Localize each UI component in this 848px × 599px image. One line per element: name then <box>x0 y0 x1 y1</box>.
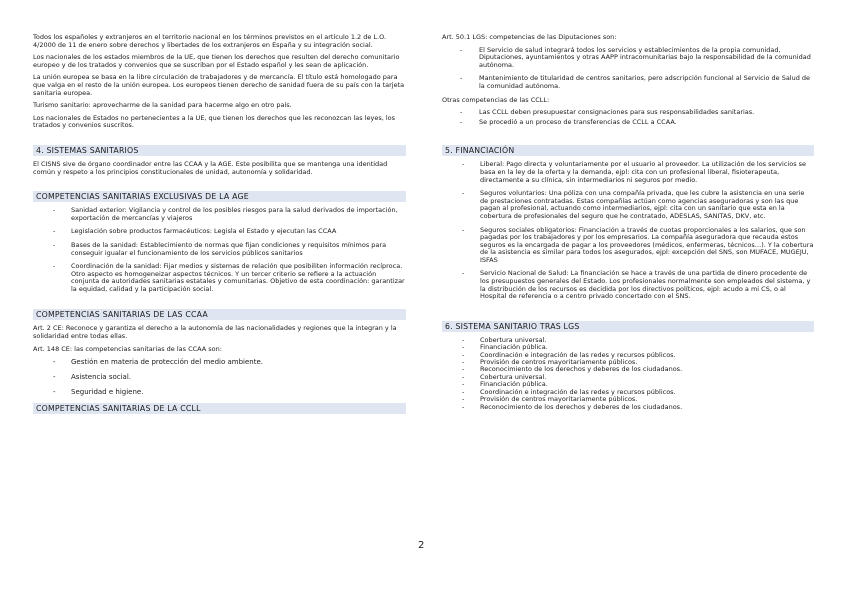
list-item: - Coordinación e integración de las redes y recursos públicos. <box>442 352 814 359</box>
list-item: - Reconocimiento de los derechos y deberes de los ciudadanos. <box>442 366 814 373</box>
list-item: - Las CCLL deben presupuestar consignaciones para sus responsabilidades sanitarias. <box>442 109 814 117</box>
list-item: - Bases de la sanidad: Establecimiento de normas que fijan condiciones y requisitos mínimos para conseguir igualar el funcionamiento de los servicios públicos sanitarios <box>33 242 406 257</box>
left-column <box>33 34 406 419</box>
right-column <box>442 34 814 416</box>
exclusive-list <box>33 207 406 293</box>
paragraph: Los nacionales de Estados no pertenecientes a la UE, que tienen los derechos que les reconozcan las leyes, los tratados y convenios suscritos. <box>33 113 396 130</box>
list-item: - Servicio Nacional de Salud: La financiación se hace a través de una partida de dinero procedente de los presupuestos generales del Estado. Los profesionales normalmente son empleados del sistema, y la distribución de los recursos es decidida por los directivos políticos, ejpl: acudo a mi CS, o al Hospital de referencia o a centro privado concertado con el SNS. <box>442 270 814 300</box>
list-item: - Asistencia social. <box>33 373 406 382</box>
paragraph: Todos los españoles y extranjeros en el territorio nacional en los términos previstos en el artículo 1.2 de L.O. 4/2000 de 11 de enero sobre derechos y libertades de los extranjeros en España y su integración social. <box>33 33 387 49</box>
paragraph: Los nacionales de los estados miembros de la UE, que tienen los derechos que resulten del derecho comunitario europeo y de los tratados y convenios que se suscriban por el Estado español y les sean de aplicación. <box>33 53 400 69</box>
diputaciones-list <box>442 47 814 91</box>
list-item: - Seguros sociales obligatorios: Financiación a través de cuotas proporcionales a los salarios, que son pagadas por los trabajadores y por los empresarios. La compañía aseguradora que recauda estos seguros es la encargada de pagar a los proveedores (médicos, enfermeras, técnicos…). Y la cobertura de la asistencia es similar para todos los asegurados, ejpl: excepción del SNS, son MUFACE, MUGEJU, ISFAS <box>442 227 814 265</box>
list-item: - Provisión de centros mayoritariamente públicos. <box>442 359 814 366</box>
list-item: - El Servicio de salud integrará todos los servicios y establecimientos de la propia comunidad, Diputaciones, ayuntamientos y otras AAPP intracomunitarias bajo la responsabilidad de la comunidad autónoma. <box>442 47 814 70</box>
list-item: - Sanidad exterior: Vigilancia y control de los posibles riesgos para la salud derivados de importación, exportación de mercancías y viajeros <box>33 207 406 222</box>
section-heading-ccaa: COMPETENCIAS SANITARIAS DE LAS CCAA <box>33 309 406 320</box>
paragraph: Art. 50.1 LGS: competencias de las Diputaciones son: <box>442 33 617 41</box>
financiacion-list <box>442 161 814 301</box>
paragraph: Otras competencias de las CCLL: <box>442 95 550 104</box>
list-item: - Liberal: Pago directa y voluntariamente por el usuario al proveedor. La utilización de los servicios se basa en la ley de la oferta y la demanda, ejpl: cita con un profesional liberal, fisioterapeuta, directamente a su clínica, sin intermediarios ni seguros por medio. <box>442 161 814 184</box>
lgs-list <box>442 337 814 411</box>
list-item: - Gestión en materia de protección del medio ambiente. <box>33 358 406 367</box>
section-heading-sistemas: 4. SISTEMAS SANITARIOS <box>33 145 406 156</box>
page-number: 2 <box>418 540 425 551</box>
list-item: - Coordinación e integración de las redes y recursos públicos. <box>442 389 814 396</box>
list-item: - Mantenimiento de titularidad de centros sanitarios, pero adscripción funcional al Servicio de Salud de la comunidad autónoma. <box>442 75 814 90</box>
section-heading-exclusivas: COMPETENCIAS SANITARIAS EXCLUSIVAS DE LA AGE <box>33 191 406 202</box>
paragraph: La unión europea se basa en la libre circulación de trabajadores y de mercancía. El título está homologado para que valga en el resto de la unión europea. Los europeos tienen derecho de sanidad fuera de su país con la tarjeta sanitaria europea. <box>33 73 405 97</box>
section-heading-lgs: 6. SISTEMA SANITARIO TRAS LGS <box>442 321 814 332</box>
ccll-list <box>442 109 814 126</box>
paragraph: Turismo sanitario: aprovecharme de la sanidad para hacerme algo en otro país. <box>33 101 292 110</box>
list-item: - Provisión de centros mayoritariamente públicos. <box>442 396 814 403</box>
list-item: - Legislación sobre productos farmacéuticos: Legisla el Estado y ejecutan las CCAA <box>33 228 406 236</box>
list-item: - Se procedió a un proceso de transferencias de CCLL a CCAA. <box>442 119 814 127</box>
paragraph: Art. 148 CE: las competencias sanitarias de las CCAA son: <box>33 344 222 353</box>
list-item: - Seguros voluntarios: Una póliza con una compañía privada, que les cubre la asistencia en una serie de prestaciones contratadas. Estas compañías actúan como agencias aseguradoras y son las que pagan al profesional, actuando como intermediarios, ejpl: cita con un sanitario que esta en la cobertura de profesionales del seguro que he contratado, ADESLAS, SANITAS, DKV, etc. <box>442 190 814 220</box>
list-item: - Seguridad e higiene. <box>33 388 406 397</box>
list-item: - Reconocimiento de los derechos y deberes de los ciudadanos. <box>442 404 814 411</box>
list-item: - Coordinación de la sanidad: Fijar medios y sistemas de relación que posibiliten información recíproca. Otro aspecto es homogeneizar aspectos técnicos. Y un tercer criterio se refiere a la actuación conjunta de autoridades sanitarias estatales y comunitarias. Objetivo de esta coordinación: garantizar la equidad, calidad y la participación social. <box>33 263 406 293</box>
paragraph: Art. 2 CE: Reconoce y garantiza el derecho a la autonomía de las nacionalidades y regiones que la integran y la solidaridad entre todas ellas. <box>33 324 397 341</box>
list-item: - Financiación pública. <box>442 344 814 351</box>
list-item: - Financiación pública. <box>442 381 814 388</box>
paragraph: El CISNS sive de órgano coordinador entre las CCAA y la AGE. Este posibilita que se mantenga una identidad común y respeto a los principios constitucionales de unidad, autonomía y solidaridad. <box>33 159 388 176</box>
section-heading-financiacion: 5. FINANCIACIÓN <box>442 145 814 156</box>
list-item: - Cobertura universal. <box>442 374 814 381</box>
section-heading-ccll: COMPETENCIAS SANITARIAS DE LA CCLL <box>33 403 406 414</box>
ccaa-list <box>33 358 406 397</box>
list-item: - Cobertura universal. <box>442 337 814 344</box>
